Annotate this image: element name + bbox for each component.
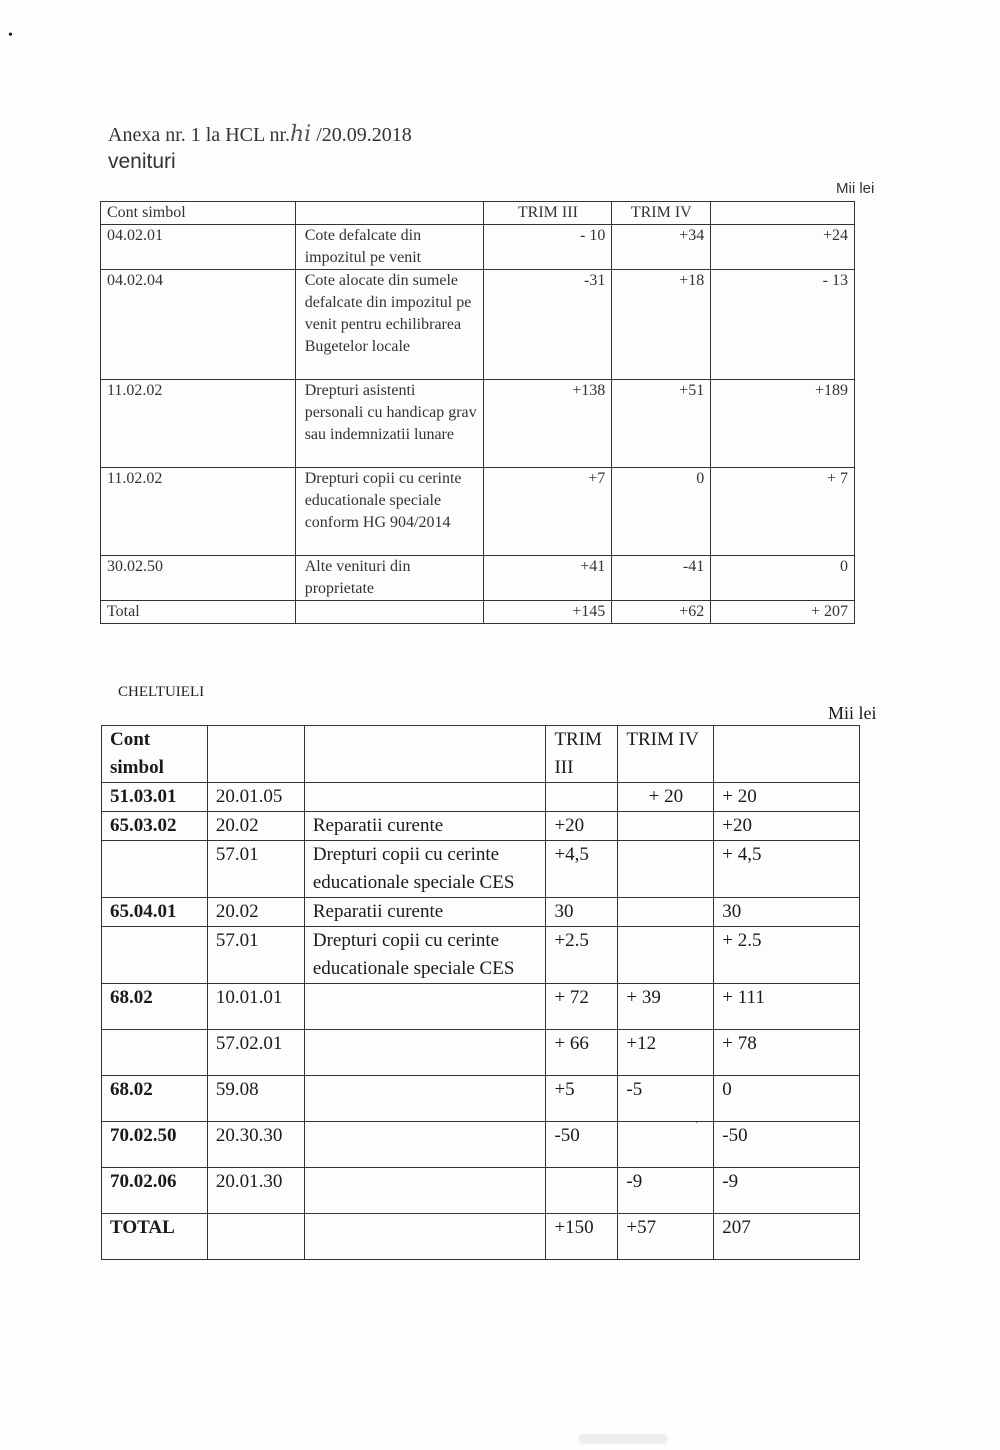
cont-cell: 11.02.02 [101,468,296,556]
trim4-cell: + 20 [618,783,714,812]
header-cell: TRIM III [546,726,618,783]
table-row [102,783,860,812]
trim4-cell: -9 [618,1168,714,1214]
header-cell: Cont simbol [101,202,296,225]
table-total-row [102,1214,860,1260]
table-row [102,1076,860,1122]
trim3-cell: +20 [546,812,618,841]
table-row [101,468,855,556]
page-title [108,122,412,147]
trim3-cell: + 66 [546,1030,618,1076]
table-row [102,841,860,898]
desc-cell: Drepturi asistenti personali cu handicap grav sau indemnizatii lunare [295,380,484,468]
cont-cell: 51.03.01 [102,783,208,812]
cont-cell: 65.03.02 [102,812,208,841]
art-cell: 57.02.01 [207,1030,304,1076]
trim4-cell: +57 [618,1214,714,1260]
scan-speck: · [695,1118,699,1129]
desc-cell: Drepturi copii cu cerinte educationale speciale conform HG 904/2014 [295,468,484,556]
trim3-cell: +2.5 [546,927,618,984]
total-cell: + 78 [714,1030,860,1076]
cont-cell: 70.02.06 [102,1168,208,1214]
trim3-cell: +4,5 [546,841,618,898]
section-heading-cheltuieli: CHELTUIELI [118,684,205,700]
table-row [102,898,860,927]
title-suffix: /20.09.2018 [311,124,412,146]
desc-cell [304,1168,546,1214]
table-row [101,270,855,380]
cont-cell: 30.02.50 [101,556,296,601]
trim4-cell [618,812,714,841]
header-cell [207,726,304,783]
trim3-cell: -50 [546,1122,618,1168]
total-cell: + 207 [711,601,855,624]
total-cell: 207 [714,1214,860,1260]
cont-cell: 70.02.50 [102,1122,208,1168]
total-cell: + 111 [714,984,860,1030]
art-cell: 20.02 [207,812,304,841]
total-cell: + 4,5 [714,841,860,898]
total-cell: 30 [714,898,860,927]
table-total-row [101,601,855,624]
art-cell: 20.02 [207,898,304,927]
desc-cell: Cote alocate din sumele defalcate din impozitul pe venit pentru echilibrarea Bugetelor locale [295,270,484,380]
total-cell: + 2.5 [714,927,860,984]
trim4-cell: 0 [612,468,711,556]
cont-cell [102,1030,208,1076]
unit-label-venituri: Mii lei [836,180,875,197]
total-cell: +24 [711,225,855,270]
table-row [101,556,855,601]
cont-cell: 68.02 [102,984,208,1030]
desc-cell: Drepturi copii cu cerinte educationale speciale CES [304,927,546,984]
table-row [102,1030,860,1076]
trim3-cell: +5 [546,1076,618,1122]
desc-cell [304,984,546,1030]
art-cell: 20.01.05 [207,783,304,812]
cont-cell: TOTAL [102,1214,208,1260]
cheltuieli-table [101,725,860,1260]
desc-cell [304,1076,546,1122]
table-row [101,225,855,270]
unit-label-cheltuieli: Mii lei [828,703,877,723]
art-cell: 59.08 [207,1076,304,1122]
trim3-cell: -31 [484,270,612,380]
trim4-cell: -5 [618,1076,714,1122]
scan-smudge [578,1434,668,1444]
total-cell: +189 [711,380,855,468]
total-cell: 0 [714,1076,860,1122]
section-heading-venituri: venituri [108,150,176,173]
header-cell: TRIM IV [618,726,714,783]
trim4-cell: +18 [612,270,711,380]
trim4-cell [618,841,714,898]
title-prefix: Anexa nr. 1 la HCL nr. [108,124,291,146]
total-cell: +20 [714,812,860,841]
cont-cell: Total [101,601,296,624]
art-cell: 57.01 [207,927,304,984]
art-cell [207,1214,304,1260]
desc-cell: Drepturi copii cu cerinte educationale speciale CES [304,841,546,898]
trim4-cell: + 39 [618,984,714,1030]
desc-cell: Cote defalcate din impozitul pe venit [295,225,484,270]
desc-cell [304,1122,546,1168]
trim4-cell [618,927,714,984]
trim4-cell: +34 [612,225,711,270]
total-cell: -9 [714,1168,860,1214]
cont-cell: 65.04.01 [102,898,208,927]
cont-cell [102,841,208,898]
handwritten-number: hi [290,122,312,147]
total-cell: + 7 [711,468,855,556]
cont-cell: 04.02.01 [101,225,296,270]
trim3-cell: 30 [546,898,618,927]
table-row [102,927,860,984]
table-row [101,380,855,468]
total-cell: + 20 [714,783,860,812]
desc-cell: Reparatii curente [304,898,546,927]
trim4-cell: +62 [612,601,711,624]
trim3-cell: +41 [484,556,612,601]
desc-cell: Alte venituri din proprietate [295,556,484,601]
art-cell: 10.01.01 [207,984,304,1030]
trim4-cell [618,1122,714,1168]
desc-cell [304,1030,546,1076]
header-cell [714,726,860,783]
trim3-cell: - 10 [484,225,612,270]
trim3-cell: +138 [484,380,612,468]
desc-cell [295,601,484,624]
scan-speck: • [8,28,13,43]
trim3-cell: +7 [484,468,612,556]
art-cell: 20.01.30 [207,1168,304,1214]
cont-cell: 68.02 [102,1076,208,1122]
table-header-row [101,202,855,225]
desc-cell: Reparatii curente [304,812,546,841]
table-row [102,984,860,1030]
trim3-cell [546,783,618,812]
header-cell: TRIM IV [612,202,711,225]
trim4-cell: +51 [612,380,711,468]
table-header-row [102,726,860,783]
trim4-cell: -41 [612,556,711,601]
header-cell [711,202,855,225]
table-row [102,1122,860,1168]
trim3-cell: +145 [484,601,612,624]
desc-cell [304,783,546,812]
venituri-table [100,201,855,624]
header-cell [304,726,546,783]
table-row [102,1168,860,1214]
desc-cell [304,1214,546,1260]
trim3-cell: +150 [546,1214,618,1260]
header-cell: TRIM III [484,202,612,225]
total-cell: -50 [714,1122,860,1168]
cont-cell: 04.02.04 [101,270,296,380]
art-cell: 57.01 [207,841,304,898]
table-row [102,812,860,841]
cont-cell: 11.02.02 [101,380,296,468]
total-cell: - 13 [711,270,855,380]
trim3-cell [546,1168,618,1214]
trim4-cell: +12 [618,1030,714,1076]
header-cell [295,202,484,225]
cont-cell [102,927,208,984]
total-cell: 0 [711,556,855,601]
trim4-cell [618,898,714,927]
art-cell: 20.30.30 [207,1122,304,1168]
trim3-cell: + 72 [546,984,618,1030]
header-cell: Cont simbol [102,726,208,783]
